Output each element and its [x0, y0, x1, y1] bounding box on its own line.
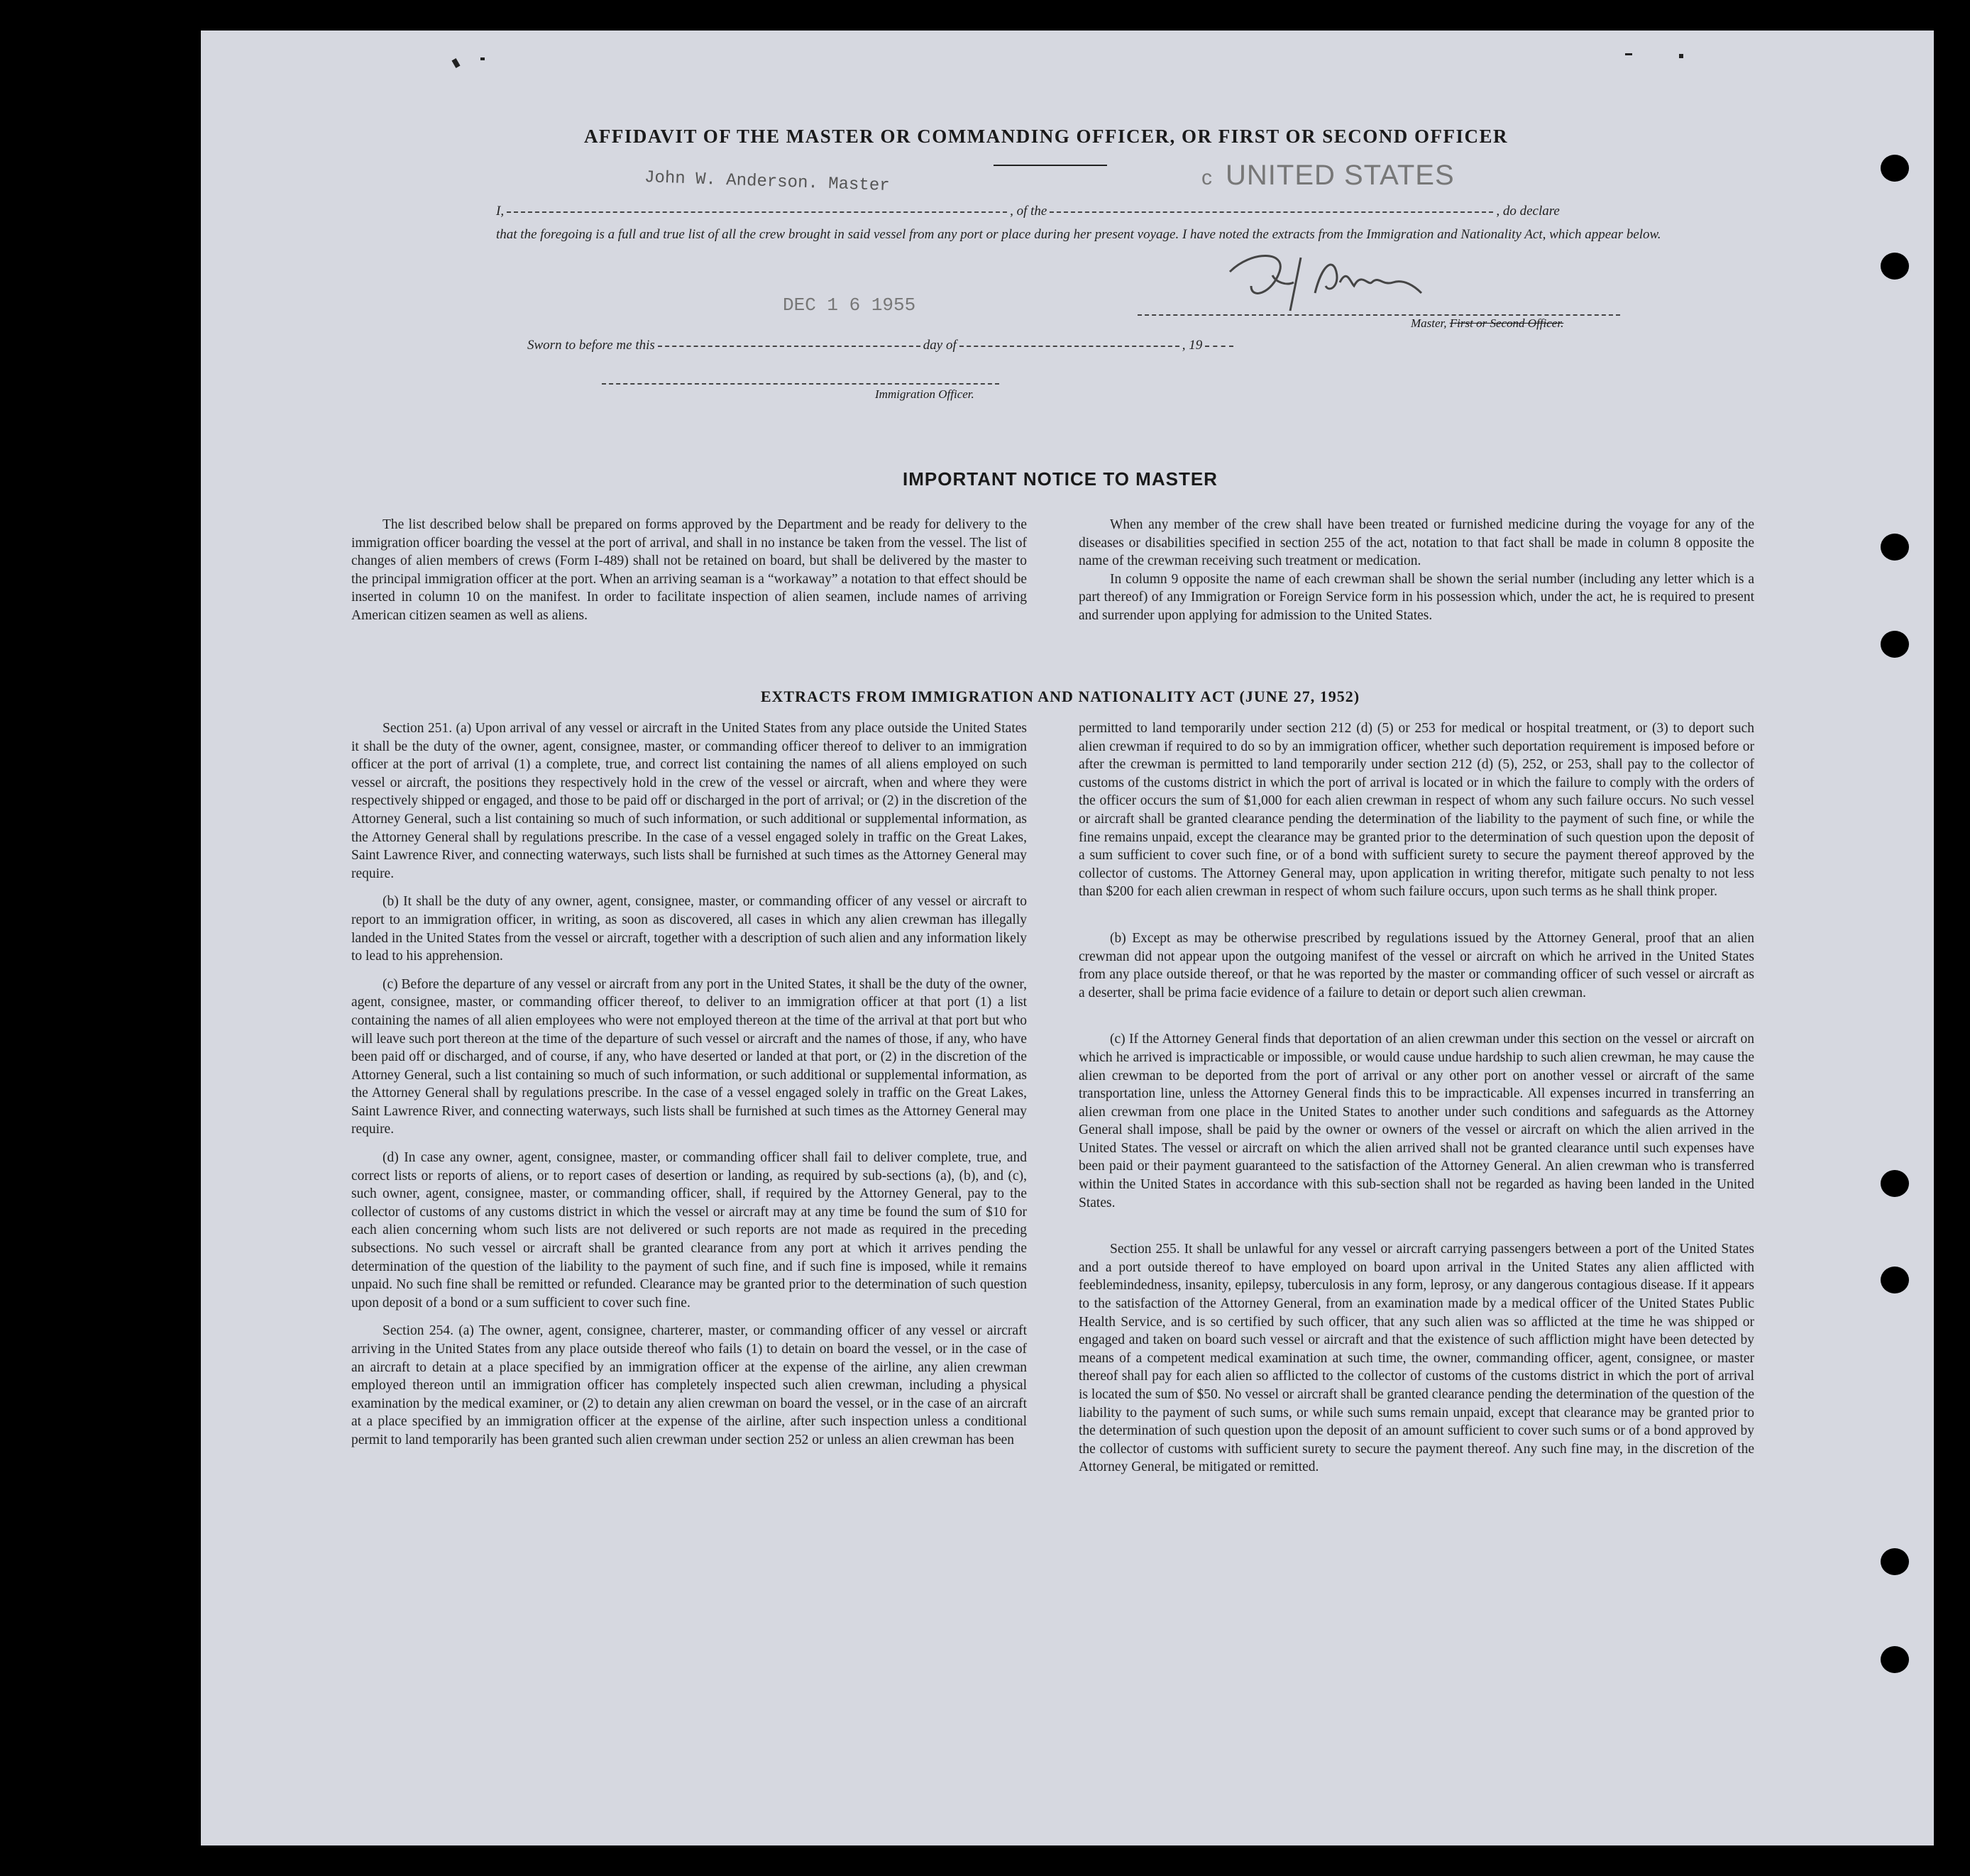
master-signature [1209, 243, 1436, 314]
officer-caption: Immigration Officer. [875, 387, 974, 401]
declaration-do-declare: , do declare [1496, 204, 1560, 219]
punch-hole [1881, 1267, 1909, 1293]
document-page [201, 31, 1934, 1845]
section-251a: Section 251. (a) Upon arrival of any vessel or aircraft in the United States from any place outside the United States it shall be the duty of the owner, agent, consignee, master, or commanding officer thereof to deliver to an immigration officer at the port of arrival (1) a complete, true, and correct list containing the names of all aliens employed on such vessel or aircraft, the positions they respectively hold in the crew of the vessel or aircraft, when and where they were respectively shipped or engaged, and those to be paid off or discharged in the port of arrival; or (2) in the discretion of the Attorney General, such a list containing so much of such information, or such additional or supplemental information, as the Attorney General shall by regulations prescribe. In the case of a vessel engaged solely in traffic on the Great Lakes, Saint Lawrence River, and connecting waterways, such lists shall be furnished at such times as the Attorney General may require. [351, 721, 1027, 881]
section-254a: Section 254. (a) The owner, agent, consignee, charterer, master, or commanding officer of any vessel or aircraft arriving in the United States from any place outside thereof who fails (1) to detain on board the vessel, or in the case of an aircraft to detain at a place specified by an immigration officer at the expense of the airline, any alien crewman employed thereon until an immigration officer has completely inspected such alien crewman, including a physical examination by the medical examiner, or (2) to detain any alien crewman on board the vessel, or in the case of an aircraft at a place specified by an immigration officer at the expense of the airline, after such inspection unless a conditional permit to land temporarily has been granted such alien crewman under section 252 or unless an alien crewman has been [351, 1323, 1027, 1447]
vessel-blank [1050, 211, 1493, 213]
signature-caption: Master, First or Second Officer. [1411, 316, 1564, 330]
scan-speck [1625, 53, 1632, 55]
scan-speck [451, 58, 460, 68]
title-rule [994, 165, 1107, 166]
declaration-of-the: , of the [1010, 204, 1047, 219]
notice-title: IMPORTANT NOTICE TO MASTER [903, 468, 1218, 490]
sworn-year: , 19 [1182, 338, 1203, 353]
signature-line [1138, 314, 1620, 316]
notice-paragraph: In column 9 opposite the name of each crewman shall be shown the serial number (including any letter which is a part thereof) of any Immigration or Foreign Service form in his possession which, under the act, he is required to present and surrender upon applying for admission to the United States. [1079, 571, 1754, 623]
punch-hole [1881, 631, 1909, 658]
notice-right-column [1079, 516, 1754, 629]
punch-hole [1881, 155, 1909, 182]
notice-paragraph: The list described below shall be prepared on forms approved by the Department and be ready for delivery to the immigration officer boarding the vessel at the port of arrival, and shall in no instance be taken from the vessel. The list of changes of alien members of crews (Form I-489) shall not be retained on board, but shall be delivered by the master to the principal immigration officer at the port. When an arriving seaman is a “workaway” a notation to that effect should be inserted in column 10 on the manifest. In order to facilitate inspection of alien seamen, include names of arriving American citizen seamen as well as aliens. [351, 517, 1027, 623]
section-254a-continued: permitted to land temporarily under section 212 (d) (5) or 253 for medical or hospital treatment, or (3) to deport such alien crewman if required to do so by an immigration officer, whether such deportation requirement is imposed before or after the crewman is permitted to land temporarily under section 212 (d) (5), 252, or 253, shall pay to the collector of customs of the customs district in which the port of arrival is located or in which the failure to comply with the orders of the officer occurs the sum of $1,000 for each alien crewman in respect of whom any such failure occurs. No such vessel or aircraft shall be granted clearance pending the determination of the liability to the payment of such fine, or while the fine remains unpaid, except the clearance may be granted prior to the determination of such question upon the deposit of a sum sufficient to cover such fine, or of a bond with sufficient surety to secure the payment thereof approved by the collector of customs. The Attorney General may, upon application in writing therefor, mitigate such penalty to not less than $200 for each alien crewman in respect of whom such failure occurs, upon such terms as he shall think proper. [1079, 721, 1754, 900]
name-blank [507, 211, 1007, 213]
typed-vessel-name: c UNITED STATES [1201, 160, 1455, 191]
punch-hole [1881, 1548, 1909, 1575]
sworn-day-of: day of [923, 338, 957, 353]
section-255: Section 255. It shall be unlawful for any vessel or aircraft carrying passengers between a port of the United States and a port outside thereof to have employed on board upon arrival in the United States any alien afflicted with feeblemindedness, insanity, epilepsy, tuberculosis in any form, leprosy, or any dangerous contagious disease. If it appears to the satisfaction of the Attorney General, from an examination made by a medical officer of the United States Public Health Service, and is so certified by such officer, that any such alien was so afflicted at the time he was shipped or engaged and taken on board such vessel or aircraft and that the existence of such affliction might have been detected by means of a competent medical examination at such time, the owner, commanding officer, agent, consignee, or master thereof shall pay for each alien so afflicted to the collector of customs of the customs district in which the port of arrival is located the sum of $50. No vessel or aircraft shall be granted clearance pending the determination of the question of the liability to the payment of such sums, or while such sums remain unpaid, except that clearance may be granted prior to the determination of such question upon the deposit of an amount sufficient to cover such sums or of a bond approved by the collector of customs with sufficient surety to secure the payment thereof. Any such fine may, in the discretion of the Attorney General, be mitigated or remitted. [1079, 1242, 1754, 1475]
declaration-text: that the foregoing is a full and true list of all the crew brought in said vessel from any port or place during her present voyage. I have noted the extracts from the Immigration and Nationality Act, which appear below. [496, 227, 1661, 242]
punch-hole [1881, 534, 1909, 561]
section-251c: (c) Before the departure of any vessel or aircraft from any port in the United States, it shall be the duty of the owner, agent, consignee, master, or commanding officer thereof, to deliver to an immigration officer at that port (1) a list containing the names of all alien employees who were not employed thereon at the time of the arrival at that port but who will leave such port thereon at the time of the departure of such vessel or aircraft and the names of those, if any, who have been paid off or discharged, and of course, if any, who have deserted or landed at that port, or (2) in the discretion of the Attorney General, such a list containing so much of such information, or such additional or supplemental information, as the Attorney General shall by regulations prescribe. In the case of a vessel engaged solely in traffic on the Great Lakes, Saint Lawrence River, and connecting waterways, such lists shall be furnished at such times as the Attorney General may require. [351, 976, 1027, 1137]
section-254b: (b) Except as may be otherwise prescribed by regulations issued by the Attorney General, proof that an alien crewman did not appear upon the outgoing manifest of the vessel or aircraft on which he arrived in the United States from any place outside thereof, or that he was reported by the master or commanding officer of such vessel or aircraft as a deserter, shall be prima facie evidence of a failure to detain or deport such alien crewman. [1079, 930, 1754, 1000]
punch-hole [1881, 1646, 1909, 1673]
section-251d: (d) In case any owner, agent, consignee, master, or commanding officer shall fail to deliver complete, true, and correct lists or reports of aliens, or to report cases of desertion or landing, as required by sub-sections (a), (b), and (c), such owner, agent, consignee, master, or commanding officer, shall, if required by the Attorney General, pay to the collector of customs of any customs district in which the vessel or aircraft may at any time be found the sum of $10 for each alien concerning whom such lists are not delivered or such reports are not made as required in the preceding subsections. No such vessel or aircraft shall be granted clearance from any port at which it arrives pending the determination of the question of the liability to the payment of such fine, and if such fine is imposed, while it remains unpaid. No such fine shall be remitted or refunded. Clearance may be granted prior to the determination of such question upon deposit of a bond or a sum sufficient to cover such fine. [351, 1150, 1027, 1311]
declaration-i: I, [496, 204, 505, 219]
date-stamp: DEC 1 6 1955 [783, 294, 916, 316]
scan-speck [1679, 54, 1683, 58]
month-blank [959, 346, 1179, 347]
section-254c: (c) If the Attorney General finds that deportation of an alien crewman under this section on the vessel or aircraft on which he arrived is impracticable or impossible, or would cause undue hardship to such alien crewman, he may cause the alien crewman to be deported from the port of arrival or any other port on another vessel or aircraft of the same transportation line, unless the Attorney General finds this to be impracticable. All expenses incurred in transferring an alien crewman from one place in the United States to another under such conditions and safeguards as the Attorney General shall impose, shall be paid by the owner or owners of the vessel or aircraft on which the alien arrived in the United States. The vessel or aircraft on which the alien arrived shall not be granted clearance until such expenses have been paid or their payment guaranteed to the satisfaction of the Attorney General. An alien crewman who is transferred within the United States in accordance with this sub-section shall not be regarded as having been landed in the United States. [1079, 1032, 1754, 1210]
affidavit-title: AFFIDAVIT OF THE MASTER OR COMMANDING OFFICER, OR FIRST OR SECOND OFFICER [583, 126, 1509, 147]
extracts-left-column [351, 719, 1027, 1460]
officer-signature-line [602, 383, 999, 385]
punch-hole [1881, 253, 1909, 280]
notice-paragraph: When any member of the crew shall have been treated or furnished medicine during the voyage for any of the diseases or disabilities specified in section 255 of the act, notation to that fact shall be made in column 8 opposite the name of the crewman receiving such treatment or medication. [1079, 517, 1754, 569]
punch-hole [1881, 1170, 1909, 1197]
notice-left-column [351, 516, 1027, 629]
year-blank [1205, 346, 1233, 347]
typed-master-name: John W. Anderson. Master [644, 167, 891, 197]
extracts-title: EXTRACTS FROM IMMIGRATION AND NATIONALITY ACT (JUNE 27, 1952) [760, 688, 1360, 705]
sworn-line [527, 338, 1236, 353]
section-251b: (b) It shall be the duty of any owner, agent, consignee, master, or commanding officer of any vessel or aircraft to report to an immigration officer, in writing, as soon as discovered, all cases in which any alien crewman has illegally landed in the United States from the vessel or aircraft, together with a description of such alien and any information likely to lead to his apprehension. [351, 894, 1027, 964]
day-blank [658, 346, 920, 347]
extracts-right-column [1079, 719, 1754, 1486]
declaration-line [496, 204, 1560, 219]
sworn-prefix: Sworn to before me this [527, 338, 655, 353]
scan-speck [480, 57, 485, 60]
